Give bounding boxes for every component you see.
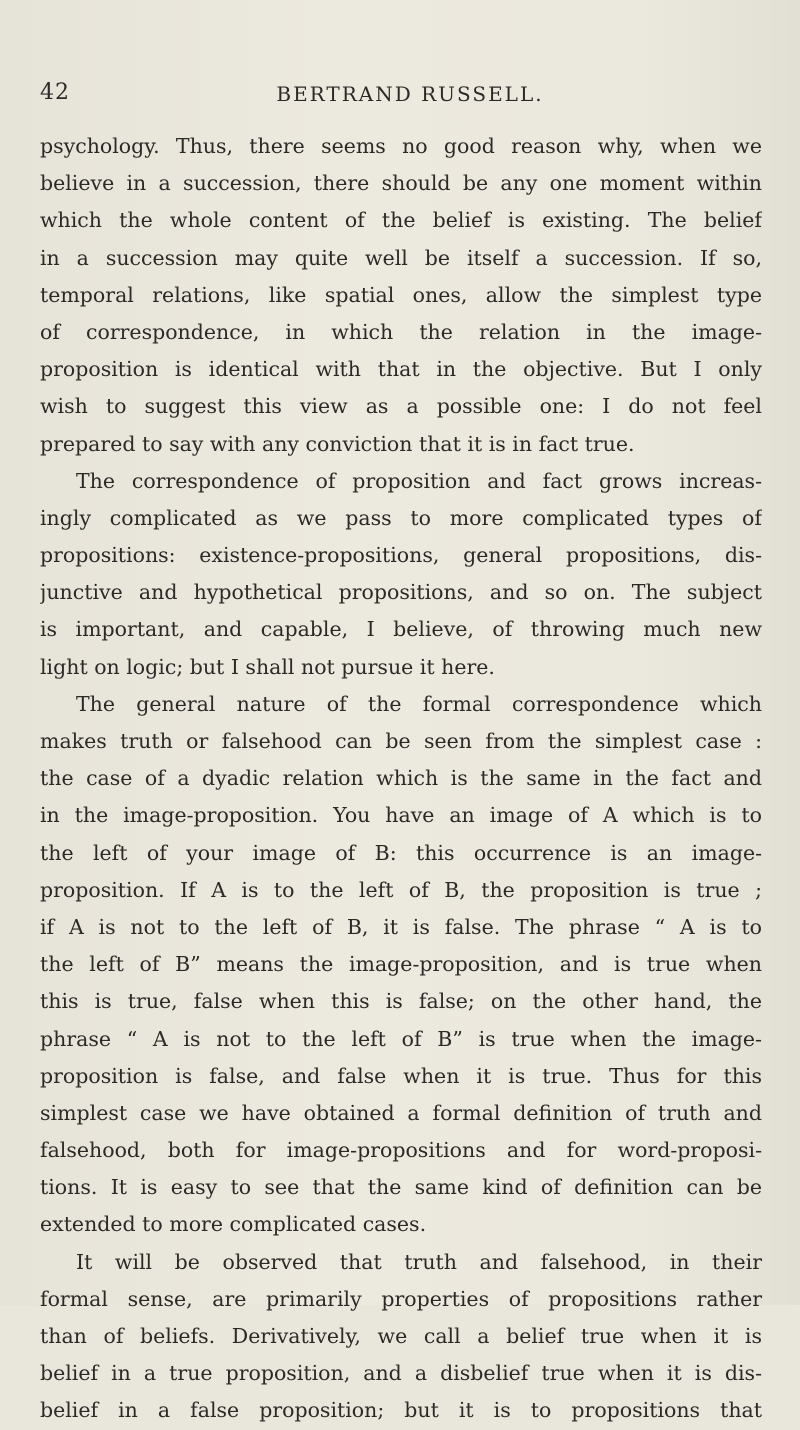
text-line: of correspondence, in which the relation in the image- (40, 319, 762, 344)
text-line: phrase “ A is not to the left of B” is true when the image- (40, 1026, 762, 1051)
text-line: extended to more complicated cases. (40, 1212, 427, 1237)
text-line: belief in a false proposition; but it is to propositions that (40, 1398, 762, 1423)
text-line: propositions: existence-propositions, general propositions, dis- (40, 543, 762, 568)
body-text (40, 128, 762, 1430)
text-line: wish to suggest this view as a possible one: I do not feel (40, 394, 762, 419)
paragraph-first-line: It will be observed that truth and falsehood, in their (76, 1249, 762, 1274)
running-head (40, 80, 740, 108)
text-line: in the image-proposition. You have an image of A which is to (40, 803, 762, 828)
text-line: believe in a succession, there should be any one moment within (40, 171, 762, 196)
text-line: junctive and hypothetical propositions, and so on. The subject (40, 580, 762, 605)
text-line: tions. It is easy to see that the same kind of definition can be (40, 1175, 762, 1200)
text-line: falsehood, both for image-propositions and for word-proposi- (40, 1138, 762, 1163)
text-line: the case of a dyadic relation which is the same in the fact and (40, 766, 762, 791)
text-line: proposition is false, and false when it is true. Thus for this (40, 1063, 762, 1088)
text-line: is important, and capable, I believe, of throwing much new (40, 617, 762, 642)
text-line: proposition is identical with that in the objective. But I only (40, 357, 762, 382)
text-line: the left of B” means the image-proposition, and is true when (40, 952, 762, 977)
text-line: the left of your image of B: this occurrence is an image- (40, 840, 762, 865)
text-line: prepared to say with any conviction that it is in fact true. (40, 431, 635, 456)
running-title: BERTRAND RUSSELL. (276, 82, 544, 106)
text-line: light on logic; but I shall not pursue it here. (40, 654, 495, 679)
paragraph-first-line: The general nature of the formal correspondence which (76, 691, 762, 716)
paragraph-first-line: The correspondence of proposition and fact grows increas- (76, 468, 762, 493)
text-line: ingly complicated as we pass to more complicated types of (40, 505, 762, 530)
text-line: which the whole content of the belief is existing. The belief (40, 208, 762, 233)
text-line: psychology. Thus, there seems no good reason why, when we (40, 134, 762, 158)
text-line: proposition. If A is to the left of B, the proposition is true ; (40, 877, 762, 902)
text-line: if A is not to the left of B, it is false. The phrase “ A is to (40, 914, 762, 939)
text-line: in a succession may quite well be itself a succession. If so, (40, 245, 762, 270)
text-line: simplest case we have obtained a formal definition of truth and (40, 1100, 762, 1125)
text-line: than of beliefs. Derivatively, we call a belief true when it is (40, 1324, 762, 1348)
text-line: temporal relations, like spatial ones, allow the simplest type (40, 282, 762, 307)
text-line: makes truth or falsehood can be seen from the simplest case : (40, 729, 762, 753)
text-line: this is true, false when this is false; on the other hand, the (40, 989, 762, 1014)
page-number: 42 (40, 80, 70, 105)
text-line: formal sense, are primarily properties of propositions rather (40, 1286, 762, 1311)
text-line: belief in a true proposition, and a disbelief true when it is dis- (40, 1361, 762, 1386)
